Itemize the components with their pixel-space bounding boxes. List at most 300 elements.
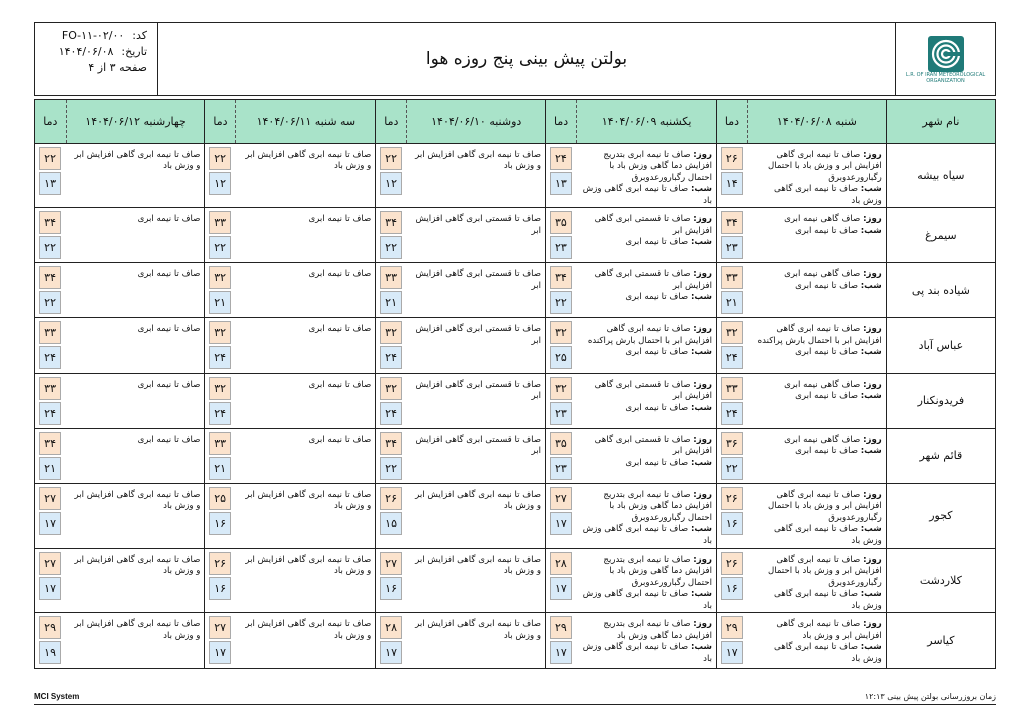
min-temp: ۱۶ [721, 577, 743, 600]
day-forecast-text: صاف تا نیمه ابری بتدریج افزایش دما گاهی وزش باد با احتمال رگبارورعدوبرق [603, 149, 712, 183]
forecast-cell [407, 318, 546, 373]
day-forecast [583, 214, 712, 237]
forecast-cell [66, 263, 205, 318]
table-row [35, 373, 995, 428]
forecast-table [34, 99, 996, 669]
temperature-cell [35, 263, 66, 318]
min-temp: ۲۱ [39, 457, 61, 480]
city-name: کیاسر [886, 613, 995, 668]
document-meta [35, 23, 158, 95]
night-forecast-text: صاف تا نیمه ابری گاهی وزش باد [582, 524, 712, 546]
max-temp: ۳۴ [39, 266, 61, 289]
day-label: روز: [863, 554, 882, 565]
forecast-text: صاف تا نیمه ابری [308, 269, 372, 280]
min-temp: ۲۳ [721, 236, 743, 259]
night-forecast-text: صاف تا نیمه ابری [625, 457, 689, 468]
max-temp: ۲۲ [380, 147, 402, 170]
forecast-cell [407, 373, 546, 428]
forecast-cell [236, 483, 376, 548]
temperature-cell [376, 373, 407, 428]
day-forecast-text: صاف تا قسمتی ابری گاهی افزایش ابر [594, 214, 712, 236]
code-label: کد: [132, 29, 147, 42]
min-temp: ۲۴ [380, 402, 402, 425]
day-forecast-text: صاف تا نیمه ابری گاهی افزایش ابر با احتمال بارش پراکنده [757, 324, 882, 346]
table-row [35, 428, 995, 483]
forecast-text: صاف تا نیمه ابری گاهی افزایش ابر و وزش باد [74, 489, 201, 512]
max-temp: ۲۹ [550, 616, 572, 639]
forecast-text: صاف تا نیمه ابری [137, 324, 201, 335]
date-label: تاریخ: [121, 45, 147, 58]
footer-update-time: زمان بروزرسانی بولتن پیش بینی ۱۲:۱۳ [864, 692, 996, 701]
min-temp: ۲۲ [209, 236, 231, 259]
day-forecast [583, 324, 712, 347]
max-temp: ۳۳ [39, 377, 61, 400]
day-forecast [583, 619, 712, 642]
min-temp: ۲۴ [209, 402, 231, 425]
temperature-cell [546, 613, 577, 668]
day-label: روز: [863, 434, 882, 445]
temperature-cell [35, 613, 66, 668]
temperature-cell [35, 548, 66, 613]
temperature-cell [546, 373, 577, 428]
max-temp: ۳۲ [209, 321, 231, 344]
forecast-cell [577, 263, 717, 318]
min-temp: ۲۱ [721, 291, 743, 314]
night-label: شب: [860, 225, 882, 236]
night-label: شب: [690, 347, 712, 358]
day-label: روز: [693, 324, 712, 335]
forecast-cell [577, 373, 717, 428]
min-temp: ۱۷ [721, 641, 743, 664]
night-label: شب: [860, 524, 882, 535]
forecast-cell [407, 428, 546, 483]
min-temp: ۱۶ [209, 577, 231, 600]
day-column-header: سه شنبه ۱۴۰۴/۰۶/۱۱ [236, 100, 376, 143]
forecast-text: صاف تا نیمه ابری گاهی افزایش ابر و وزش باد [415, 619, 542, 641]
night-forecast [583, 589, 712, 612]
min-temp: ۲۴ [380, 346, 402, 369]
day-forecast-text: صاف گاهی نیمه ابری [784, 434, 861, 445]
night-forecast [583, 524, 712, 547]
forecast-cell [66, 143, 205, 208]
night-label: شب: [690, 457, 712, 468]
day-label: روز: [693, 269, 712, 280]
day-forecast-text: صاف تا قسمتی ابری گاهی افزایش ابر [594, 379, 712, 402]
night-label: شب: [860, 642, 882, 653]
min-temp: ۱۷ [550, 512, 572, 535]
min-temp: ۱۳ [39, 172, 61, 195]
temperature-cell [35, 428, 66, 483]
night-label: شب: [860, 589, 882, 600]
temperature-cell [546, 263, 577, 318]
date-line [43, 44, 147, 60]
forecast-cell [66, 428, 205, 483]
day-label: روز: [693, 434, 712, 445]
night-label: شب: [690, 237, 712, 248]
night-forecast [754, 446, 882, 458]
table-row [35, 208, 995, 263]
night-label: شب: [860, 391, 882, 402]
forecast-cell [748, 613, 887, 668]
min-temp: ۱۶ [380, 577, 402, 600]
day-column-header: دوشنبه ۱۴۰۴/۰۶/۱۰ [407, 100, 546, 143]
night-forecast-text: صاف تا نیمه ابری [795, 225, 859, 236]
temp-column-header: دما [716, 100, 747, 143]
min-temp: ۱۵ [380, 512, 402, 535]
min-temp: ۲۲ [380, 236, 402, 259]
forecast-cell [407, 208, 546, 263]
day-label: روز: [863, 489, 882, 500]
day-forecast [754, 435, 882, 447]
night-forecast [583, 292, 712, 304]
max-temp: ۲۶ [209, 552, 231, 575]
forecast-cell [66, 373, 205, 428]
min-temp: ۱۷ [39, 512, 61, 535]
max-temp: ۲۸ [380, 616, 402, 639]
forecast-cell [236, 373, 376, 428]
day-forecast [754, 490, 882, 525]
temperature-cell [716, 548, 747, 613]
forecast-cell [748, 428, 887, 483]
day-forecast-text: صاف تا نیمه ابری گاهی افزایش ابر با احتمال بارش پراکنده [587, 324, 712, 346]
temperature-cell [546, 143, 577, 208]
max-temp: ۳۲ [209, 266, 231, 289]
city-name: شیاده بند پی [886, 263, 995, 318]
day-label: روز: [693, 149, 712, 160]
temperature-cell [205, 613, 236, 668]
max-temp: ۳۴ [380, 211, 402, 234]
max-temp: ۲۵ [209, 487, 231, 510]
max-temp: ۲۷ [209, 616, 231, 639]
forecast-text: صاف تا نیمه ابری [137, 214, 201, 225]
day-forecast-text: صاف تا نیمه ابری گاهی افزایش ابر و وزش باد با احتمال رگبارورعدوبرق [767, 149, 882, 183]
forecast-text: صاف تا نیمه ابری گاهی افزایش ابر و وزش باد [415, 554, 542, 577]
day-forecast-text: صاف گاهی نیمه ابری [784, 269, 861, 280]
table-row [35, 143, 995, 208]
temperature-cell [35, 143, 66, 208]
temperature-cell [546, 483, 577, 548]
forecast-text: صاف تا نیمه ابری گاهی افزایش ابر و وزش باد [245, 489, 372, 512]
forecast-text: صاف تا نیمه ابری گاهی افزایش ابر و وزش باد [74, 619, 201, 641]
forecast-cell [236, 548, 376, 613]
min-temp: ۱۶ [209, 512, 231, 535]
table-row [35, 263, 995, 318]
night-forecast-text: صاف تا نیمه ابری [625, 347, 689, 358]
forecast-cell [407, 483, 546, 548]
day-label: روز: [693, 554, 712, 565]
night-forecast-text: صاف تا نیمه ابری گاهی وزش باد [582, 642, 712, 664]
forecast-cell [236, 208, 376, 263]
forecast-text: صاف تا نیمه ابری گاهی افزایش ابر و وزش باد [245, 619, 372, 641]
temperature-cell [205, 318, 236, 373]
max-temp: ۳۴ [39, 432, 61, 455]
forecast-cell [577, 428, 717, 483]
max-temp: ۳۵ [550, 432, 572, 455]
min-temp: ۱۷ [550, 577, 572, 600]
max-temp: ۲۶ [721, 487, 743, 510]
temperature-cell [35, 208, 66, 263]
page-number: صفحه ۳ از ۴ [88, 61, 147, 74]
temperature-cell [205, 548, 236, 613]
max-temp: ۳۴ [721, 211, 743, 234]
day-column-header: یکشنبه ۱۴۰۴/۰۶/۰۹ [577, 100, 717, 143]
temperature-cell [546, 208, 577, 263]
min-temp: ۲۴ [721, 402, 743, 425]
city-name: کلاردشت [886, 548, 995, 613]
night-forecast [754, 347, 882, 359]
min-temp: ۲۲ [721, 457, 743, 480]
day-forecast [754, 150, 882, 185]
day-label: روز: [863, 324, 882, 335]
day-label: روز: [863, 269, 882, 280]
temperature-cell [716, 208, 747, 263]
max-temp: ۳۶ [721, 432, 743, 455]
night-forecast [583, 458, 712, 470]
forecast-cell [577, 613, 717, 668]
forecast-cell [66, 613, 205, 668]
temperature-cell [376, 143, 407, 208]
temperature-cell [546, 318, 577, 373]
min-temp: ۱۴ [721, 172, 743, 195]
max-temp: ۳۲ [209, 377, 231, 400]
day-forecast [583, 380, 712, 403]
forecast-cell [577, 548, 717, 613]
night-label: شب: [690, 402, 712, 413]
max-temp: ۳۳ [209, 211, 231, 234]
temperature-cell [205, 483, 236, 548]
forecast-cell [748, 143, 887, 208]
max-temp: ۲۷ [39, 487, 61, 510]
forecast-text: صاف تا قسمتی ابری گاهی افزایش ابر [415, 269, 542, 291]
city-name: سیمرغ [886, 208, 995, 263]
max-temp: ۳۴ [380, 432, 402, 455]
min-temp: ۲۵ [550, 346, 572, 369]
max-temp: ۳۳ [380, 266, 402, 289]
spiral-logo-icon [924, 34, 968, 74]
night-forecast-text: صاف تا نیمه ابری گاهی وزش باد [582, 184, 712, 206]
max-temp: ۲۲ [39, 147, 61, 170]
code-value: FO-۱۱-۰۲/۰۰ [61, 29, 125, 42]
day-forecast-text: صاف تا قسمتی ابری گاهی افزایش ابر [594, 269, 712, 291]
night-label: شب: [690, 589, 712, 600]
min-temp: ۱۹ [39, 641, 61, 664]
forecast-text: صاف تا قسمتی ابری گاهی افزایش ابر [415, 379, 542, 402]
footer-system-name: MCI System [34, 692, 80, 701]
night-forecast [754, 524, 882, 547]
forecast-text: صاف تا نیمه ابری گاهی افزایش ابر و وزش باد [415, 149, 542, 171]
night-forecast [583, 237, 712, 249]
day-forecast [754, 269, 882, 281]
night-forecast-text: صاف تا نیمه ابری گاهی وزش باد [774, 524, 882, 546]
day-label: روز: [693, 489, 712, 500]
max-temp: ۳۳ [721, 266, 743, 289]
night-forecast-text: صاف تا نیمه ابری گاهی وزش باد [774, 642, 882, 664]
city-column-header: نام شهر [886, 100, 995, 143]
day-forecast [754, 214, 882, 226]
day-forecast-text: صاف تا نیمه ابری گاهی افزایش ابر و وزش باد با احتمال رگبارورعدوبرق [767, 489, 882, 523]
temperature-cell [35, 373, 66, 428]
forecast-text: صاف تا قسمتی ابری گاهی افزایش ابر [415, 324, 542, 346]
temperature-cell [376, 428, 407, 483]
day-forecast [754, 619, 882, 642]
date-value: ۱۴۰۴/۰۶/۰۸ [58, 45, 114, 58]
temperature-cell [35, 483, 66, 548]
city-name: کجور [886, 483, 995, 548]
night-forecast-text: صاف تا نیمه ابری [795, 446, 859, 457]
temperature-cell [376, 483, 407, 548]
forecast-cell [66, 483, 205, 548]
temp-column-header: دما [376, 100, 407, 143]
day-forecast-text: صاف گاهی نیمه ابری [784, 379, 861, 390]
table-row [35, 318, 995, 373]
forecast-text: صاف تا نیمه ابری [308, 324, 372, 335]
min-temp: ۲۱ [209, 457, 231, 480]
forecast-text: صاف تا نیمه ابری گاهی افزایش ابر و وزش باد [74, 554, 201, 577]
max-temp: ۳۳ [39, 321, 61, 344]
day-column-header: شنبه ۱۴۰۴/۰۶/۰۸ [748, 100, 887, 143]
forecast-text: صاف تا نیمه ابری [137, 269, 201, 280]
night-forecast [754, 391, 882, 403]
max-temp: ۳۲ [550, 321, 572, 344]
night-label: شب: [690, 642, 712, 653]
night-forecast [583, 184, 712, 207]
temperature-cell [205, 428, 236, 483]
night-forecast-text: صاف تا نیمه ابری گاهی وزش باد [582, 589, 712, 611]
min-temp: ۱۷ [39, 577, 61, 600]
night-label: شب: [690, 292, 712, 303]
forecast-cell [66, 318, 205, 373]
min-temp: ۱۷ [209, 641, 231, 664]
min-temp: ۲۴ [39, 402, 61, 425]
night-forecast [754, 589, 882, 612]
night-label: شب: [860, 347, 882, 358]
max-temp: ۲۹ [39, 616, 61, 639]
forecast-text: صاف تا قسمتی ابری گاهی افزایش ابر [415, 214, 542, 236]
min-temp: ۲۳ [550, 457, 572, 480]
footer-divider [34, 704, 996, 705]
max-temp: ۳۲ [550, 377, 572, 400]
forecast-cell [66, 548, 205, 613]
night-forecast [583, 403, 712, 415]
temperature-cell [716, 373, 747, 428]
day-label: روز: [693, 619, 712, 630]
day-forecast-text: صاف تا نیمه ابری گاهی افزایش ابر و وزش باد با احتمال رگبارورعدوبرق [767, 554, 882, 588]
forecast-text: صاف تا نیمه ابری [308, 214, 372, 225]
temperature-cell [205, 143, 236, 208]
max-temp: ۲۶ [380, 487, 402, 510]
day-forecast-text: صاف تا نیمه ابری بتدریج افزایش دما گاهی وزش باد با احتمال رگبارورعدوبرق [603, 489, 712, 523]
temperature-cell [35, 318, 66, 373]
min-temp: ۲۴ [209, 346, 231, 369]
forecast-cell [236, 318, 376, 373]
night-forecast [754, 281, 882, 293]
night-forecast [583, 347, 712, 359]
table-row [35, 548, 995, 613]
min-temp: ۲۴ [721, 346, 743, 369]
table-row [35, 483, 995, 548]
day-forecast [583, 269, 712, 292]
temperature-cell [546, 548, 577, 613]
forecast-text: صاف تا نیمه ابری [308, 434, 372, 445]
night-forecast-text: صاف تا نیمه ابری [625, 402, 689, 413]
forecast-text: صاف تا قسمتی ابری گاهی افزایش ابر [415, 434, 542, 457]
night-forecast [583, 642, 712, 665]
forecast-cell [577, 318, 717, 373]
night-forecast-text: صاف تا نیمه ابری گاهی وزش باد [774, 184, 882, 206]
forecast-cell [748, 548, 887, 613]
forecast-cell [577, 208, 717, 263]
bulletin-header [34, 22, 996, 96]
min-temp: ۲۲ [380, 457, 402, 480]
forecast-text: صاف تا نیمه ابری گاهی افزایش ابر و وزش باد [74, 149, 201, 171]
max-temp: ۳۲ [380, 377, 402, 400]
max-temp: ۲۷ [380, 552, 402, 575]
forecast-text: صاف تا نیمه ابری گاهی افزایش ابر و وزش باد [415, 489, 542, 512]
night-label: شب: [860, 280, 882, 291]
day-forecast [754, 380, 882, 392]
max-temp: ۳۲ [380, 321, 402, 344]
day-forecast [754, 555, 882, 590]
forecast-cell [407, 548, 546, 613]
max-temp: ۲۸ [550, 552, 572, 575]
temperature-cell [376, 208, 407, 263]
min-temp: ۱۶ [721, 512, 743, 535]
forecast-cell [577, 143, 717, 208]
forecast-cell [407, 143, 546, 208]
day-label: روز: [863, 149, 882, 160]
max-temp: ۲۶ [721, 147, 743, 170]
table-header-row [35, 100, 995, 143]
min-temp: ۲۴ [39, 346, 61, 369]
max-temp: ۳۵ [550, 211, 572, 234]
temperature-cell [376, 548, 407, 613]
night-forecast [754, 642, 882, 665]
day-column-header: چهارشنبه ۱۴۰۴/۰۶/۱۲ [66, 100, 205, 143]
forecast-cell [748, 208, 887, 263]
day-forecast-text: صاف تا نیمه ابری گاهی افزایش ابر و وزش باد [776, 619, 882, 641]
temp-column-header: دما [205, 100, 236, 143]
day-forecast [583, 435, 712, 458]
temperature-cell [716, 263, 747, 318]
night-forecast-text: صاف تا نیمه ابری [625, 237, 689, 248]
forecast-cell [236, 143, 376, 208]
max-temp: ۲۹ [721, 616, 743, 639]
forecast-cell [236, 613, 376, 668]
temperature-cell [716, 143, 747, 208]
temperature-cell [205, 263, 236, 318]
forecast-text: صاف تا نیمه ابری گاهی افزایش ابر و وزش باد [245, 149, 372, 171]
city-name: سیاه بیشه [886, 143, 995, 208]
forecast-cell [66, 208, 205, 263]
night-forecast-text: صاف تا نیمه ابری [625, 292, 689, 303]
temperature-cell [716, 428, 747, 483]
forecast-text: صاف تا نیمه ابری گاهی افزایش ابر و وزش باد [245, 554, 372, 577]
city-name: فریدونکنار [886, 373, 995, 428]
forecast-text: صاف تا نیمه ابری [137, 434, 201, 445]
day-forecast-text: صاف تا نیمه ابری بتدریج افزایش دما گاهی وزش باد [603, 619, 712, 641]
min-temp: ۲۲ [39, 236, 61, 259]
min-temp: ۲۲ [39, 291, 61, 314]
min-temp: ۲۳ [550, 402, 572, 425]
forecast-text: صاف تا نیمه ابری [308, 379, 372, 390]
max-temp: ۲۴ [550, 147, 572, 170]
max-temp: ۲۷ [39, 552, 61, 575]
forecast-cell [407, 263, 546, 318]
min-temp: ۲۱ [380, 291, 402, 314]
logo-caption: L.R. OF IRAN METEOROLOGICAL ORGANIZATION [905, 72, 986, 84]
table-row [35, 613, 995, 668]
day-label: روز: [863, 214, 882, 225]
